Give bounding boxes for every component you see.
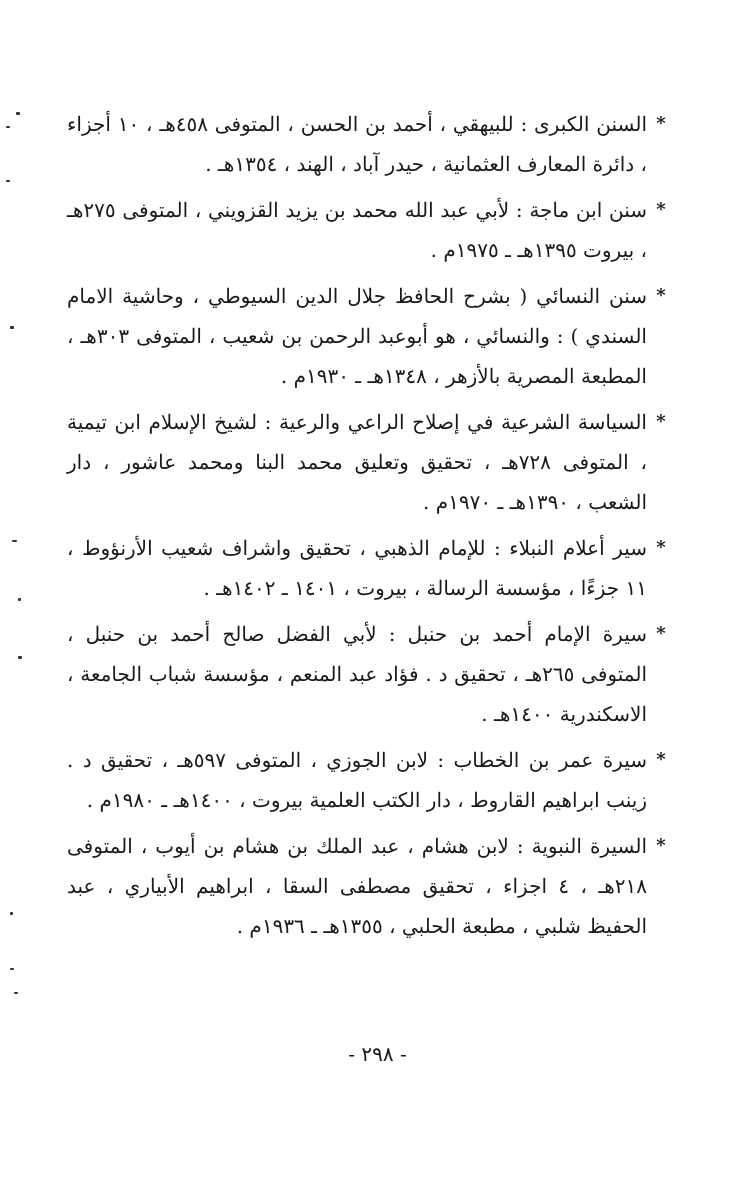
entry-text: سير أعلام النبلاء : للإمام الذهبي ، تحقيق واشراف شعيب الأرنؤوط ، ١١ جزءًا ، مؤسسة الرسالة ، بيروت ، ١٤٠١ ـ ١٤٠٢هـ .	[67, 536, 647, 600]
scan-speck	[6, 126, 10, 128]
bibliography-entry	[67, 740, 671, 820]
bibliography-entry	[67, 276, 671, 396]
asterisk-bullet-icon: *	[656, 113, 666, 134]
entry-text: السنن الكبرى : للبيهقي ، أحمد بن الحسن ، المتوفى ٤٥٨هـ ، ١٠ أجزاء ، دائرة المعارف العثمانية ، حيدر آباد ، الهند ، ١٣٥٤هـ .	[67, 112, 648, 176]
asterisk-bullet-icon: *	[656, 285, 666, 306]
entry-text: السيرة النبوية : لابن هشام ، عبد الملك بن هشام بن أيوب ، المتوفى ٢١٨هـ ، ٤ اجزاء ، تحقيق مصطفى السقا ، ابراهيم الأبياري ، عبد الحفيظ شلبي ، مطبعة الحلبي ، ١٣٥٥هـ ـ ١٩٣٦م .	[67, 834, 647, 938]
bibliography-entry	[67, 402, 671, 522]
scan-speck	[10, 912, 13, 915]
bibliography-entry	[67, 614, 671, 734]
scan-speck	[18, 656, 22, 659]
asterisk-bullet-icon: *	[656, 537, 666, 558]
asterisk-bullet-icon: *	[656, 411, 666, 432]
bibliography-entry	[67, 190, 671, 270]
entry-text: السياسة الشرعية في إصلاح الراعي والرعية : لشيخ الإسلام ابن تيمية ، المتوفى ٧٢٨هـ ، تحقيق وتعليق محمد البنا ومحمد عاشور ، دار الشعب ، ١٣٩٠هـ ـ ١٩٧٠م .	[67, 410, 647, 514]
page-number: - ٢٩٨ -	[348, 1042, 407, 1066]
asterisk-bullet-icon: *	[656, 623, 666, 644]
bibliography-list	[67, 104, 671, 952]
scan-speck	[10, 968, 14, 970]
scan-speck	[14, 992, 18, 994]
asterisk-bullet-icon: *	[656, 199, 666, 220]
entry-text: سيرة الإمام أحمد بن حنبل : لأبي الفضل صالح أحمد بن حنبل ، المتوفى ٢٦٥هـ ، تحقيق د . فؤاد عبد المنعم ، مؤسسة شباب الجامعة ، الاسكندرية ١٤٠٠هـ .	[67, 622, 647, 726]
entry-text: سنن النسائي ( بشرح الحافظ جلال الدين السيوطي ، وحاشية الامام السندي ) : والنسائي ، هو أبوعبد الرحمن بن شعيب ، المتوفى ٣٠٣هـ ، المطبعة المصرية بالأزهر ، ١٣٤٨هـ ـ ١٩٣٠م .	[67, 284, 647, 388]
scan-speck	[6, 180, 10, 182]
bibliography-entry	[67, 104, 671, 184]
asterisk-bullet-icon: *	[656, 749, 666, 770]
scan-speck	[12, 540, 17, 542]
scan-speck	[18, 598, 21, 601]
entry-text: سنن ابن ماجة : لأبي عبد الله محمد بن يزيد القزويني ، المتوفى ٢٧٥هـ ، بيروت ١٣٩٥هـ ـ ١٩٧٥م .	[67, 198, 647, 262]
entry-text: سيرة عمر بن الخطاب : لابن الجوزي ، المتوفى ٥٩٧هـ ، تحقيق د . زينب ابراهيم القاروط ، دار الكتب العلمية بيروت ، ١٤٠٠هـ ـ ١٩٨٠م .	[67, 748, 647, 812]
scan-speck	[16, 112, 20, 115]
asterisk-bullet-icon: *	[656, 835, 666, 856]
bibliography-entry	[67, 826, 671, 946]
bibliography-entry	[67, 528, 671, 608]
scan-speck	[10, 326, 14, 329]
